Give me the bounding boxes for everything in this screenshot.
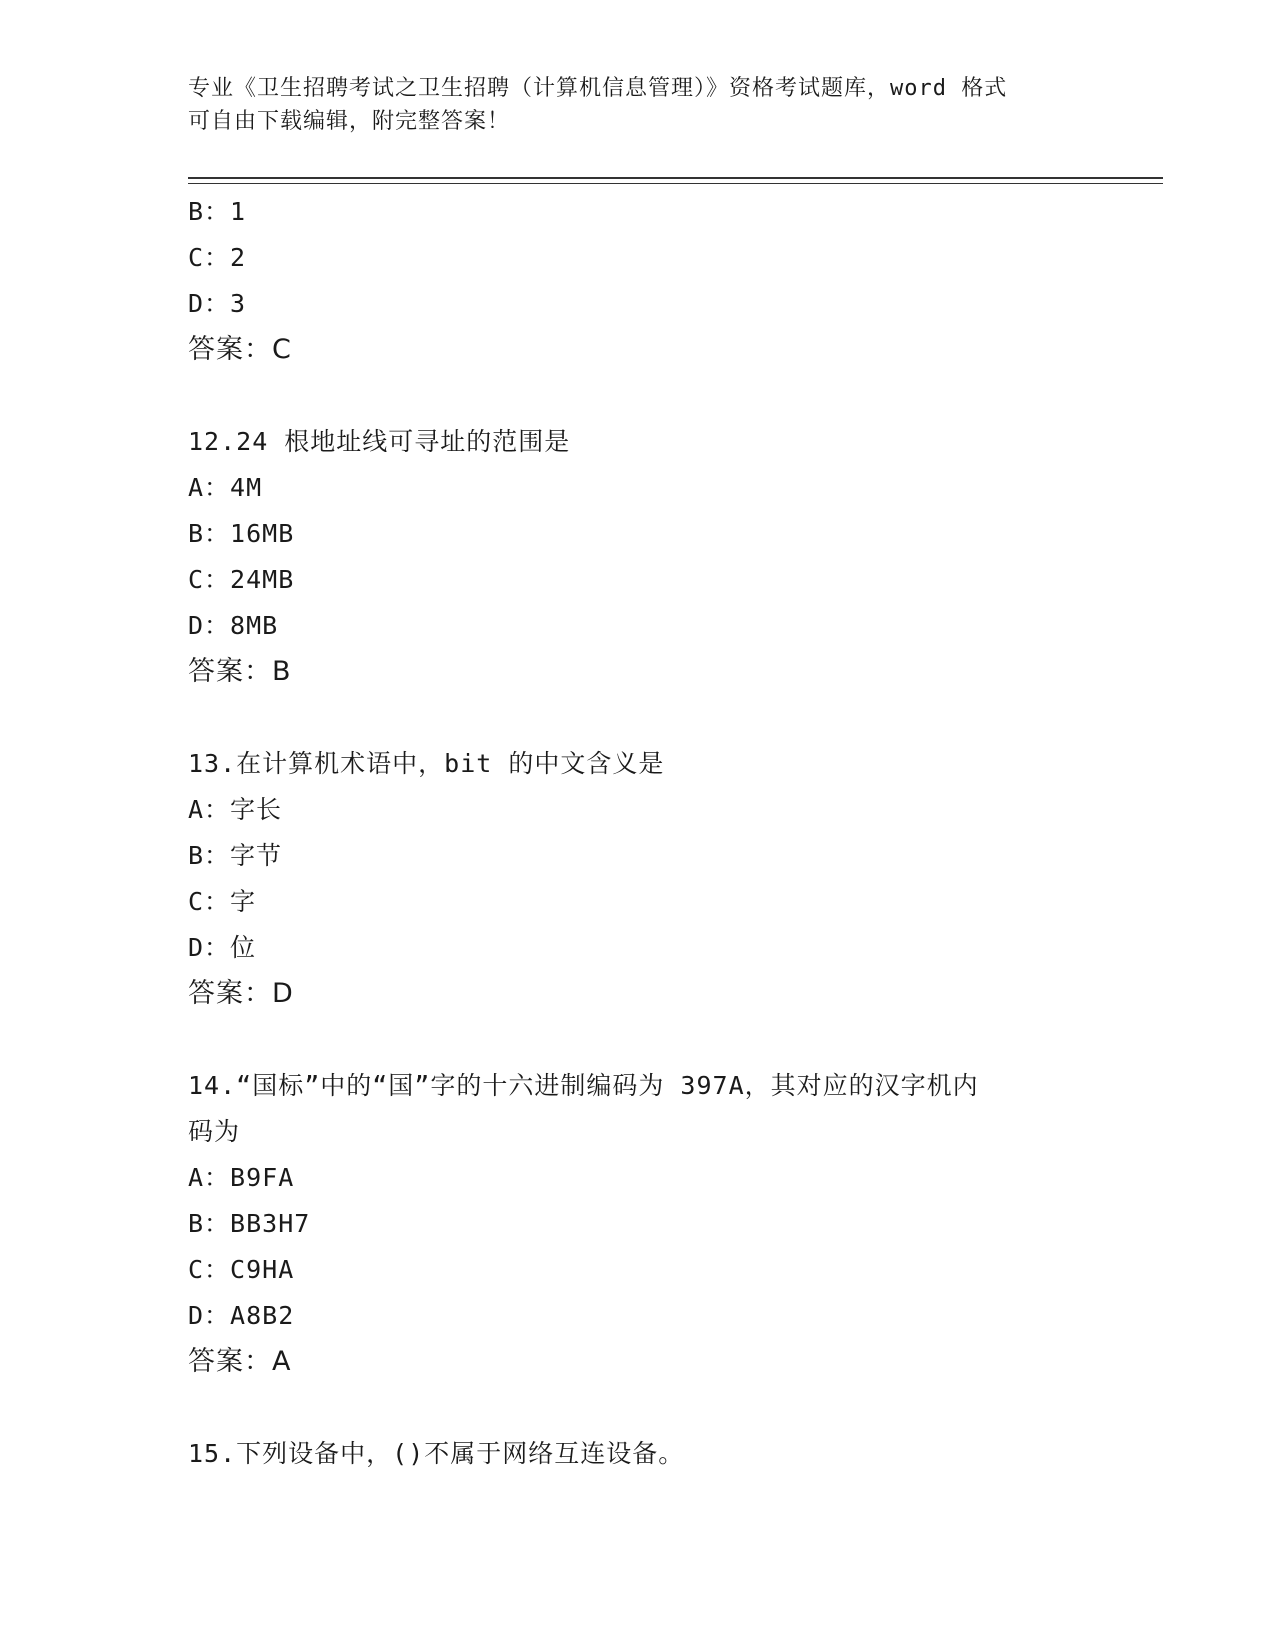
question-text: 15.下列设备中，()不属于网络互连设备。 bbox=[188, 1439, 685, 1468]
answer-line: 答案：D bbox=[188, 978, 294, 1009]
option-c: C：24MB bbox=[188, 565, 295, 594]
option-d: D：位 bbox=[188, 933, 257, 962]
spacer bbox=[188, 373, 1108, 419]
question-text: 13.在计算机术语中，bit 的中文含义是 bbox=[188, 749, 665, 778]
question-text: 12.24 根地址线可寻址的范围是 bbox=[188, 427, 571, 456]
answer-line: 答案：A bbox=[188, 1346, 292, 1377]
header-rule-thick bbox=[188, 177, 1163, 179]
option-a: A：字长 bbox=[188, 795, 283, 824]
question-text-line-2: 码为 bbox=[188, 1117, 241, 1146]
question-15-block bbox=[188, 1431, 1108, 1477]
header-line-2: 可自由下载编辑，附完整答案！ bbox=[188, 109, 511, 134]
option-d: D：3 bbox=[188, 289, 247, 318]
option-b: B：BB3H7 bbox=[188, 1209, 311, 1238]
question-13-block bbox=[188, 741, 1108, 1017]
document-header bbox=[188, 72, 1088, 138]
question-11-block bbox=[188, 189, 1108, 373]
option-a: A：B9FA bbox=[188, 1163, 295, 1192]
question-list bbox=[188, 189, 1108, 1477]
option-a: A：4M bbox=[188, 473, 263, 502]
question-12-block bbox=[188, 419, 1108, 695]
option-b: B：16MB bbox=[188, 519, 295, 548]
spacer bbox=[188, 1385, 1108, 1431]
option-c: C：C9HA bbox=[188, 1255, 295, 1284]
option-c: C：字 bbox=[188, 887, 257, 916]
option-d: D：8MB bbox=[188, 611, 279, 640]
option-b: B：1 bbox=[188, 197, 247, 226]
answer-line: 答案：C bbox=[188, 334, 292, 365]
question-14-block bbox=[188, 1063, 1108, 1385]
option-c: C：2 bbox=[188, 243, 247, 272]
spacer bbox=[188, 1017, 1108, 1063]
option-b: B：字节 bbox=[188, 841, 283, 870]
option-d: D：A8B2 bbox=[188, 1301, 295, 1330]
header-line-1: 专业《卫生招聘考试之卫生招聘（计算机信息管理）》资格考试题库，word 格式 bbox=[188, 76, 1008, 101]
spacer bbox=[188, 695, 1108, 741]
answer-line: 答案：B bbox=[188, 656, 292, 687]
question-text-line-1: 14.“国标”中的“国”字的十六进制编码为 397A，其对应的汉字机内 bbox=[188, 1071, 979, 1100]
header-rule-thin bbox=[188, 183, 1163, 184]
